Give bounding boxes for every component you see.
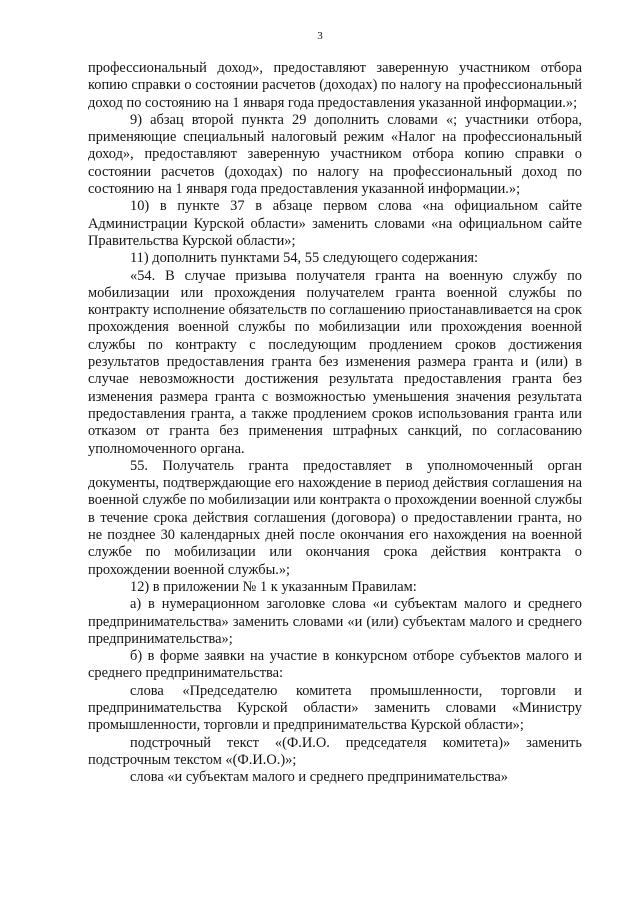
paragraph-item-10: 10) в пункте 37 в абзаце первом слова «на официальном сайте Администрации Курской области» заменить словами «на официальном сайте Правительства Курской области»;	[88, 198, 582, 249]
paragraph-item-12: 12) в приложении № 1 к указанным Правилам:	[130, 578, 417, 595]
paragraph-words-subjects: слова «и субъектам малого и среднего предпринимательства»	[130, 769, 508, 786]
paragraph-point-55: 55. Получатель гранта предоставляет в уполномоченный орган документы, подтверждающие его нахождение в период действия соглашения на военной службе по мобилизации или контракта о прохождении военной службы в течение срока действия соглашения (договора) о предоставлении гранта, но не позднее 30 календарных дней после окончания его нахождения на военной службе по мобилизации или окончания срока действия контракта о прохождении военной службы.»;	[88, 457, 582, 578]
page-number: 3	[317, 30, 323, 42]
paragraph-subitem-a: а) в нумерационном заголовке слова «и субъектам малого и среднего предпринимательства» заменить словами «и (или) субъектам малого и среднего предпринимательства»;	[88, 596, 582, 647]
paragraph-point-54: «54. В случае призыва получателя гранта на военную службу по мобилизации или прохождения получателем гранта военной службы по контракту исполнение обязательств по соглашению приостанавливается на срок прохождения военной службы по мобилизации или прохождения военной службы по контракту с последующим продлением сроков достижения результатов предоставления гранта без изменения размера гранта и (или) в случае невозможности достижения результата предоставления гранта без изменения размера гранта с возможностью уменьшения значения результата предоставления гранта, а также продлением сроков использования гранта или отказом от гранта без применения штрафных санкций, по согласованию уполномоченного органа.	[88, 267, 582, 457]
paragraph-words-chairman: слова «Председателю комитета промышленности, торговли и предпринимательства Курской области» заменить словами «Министру промышленности, торговли и предпринимательства Курской области»;	[88, 682, 582, 734]
paragraph-continuation: профессиональный доход», предоставляют заверенную участником отбора копию справки о состоянии расчетов (доходах) по налогу на профессиональный доход по состоянию на 1 января года предоставления указанной информации.»;	[88, 60, 582, 111]
paragraph-item-11: 11) дополнить пунктами 54, 55 следующего содержания:	[130, 250, 478, 267]
paragraph-item-9: 9) абзац второй пункта 29 дополнить словами «; участники отбора, применяющие специальный налоговый режим «Налог на профессиональный доход», предоставляют заверенную участником отбора копию справки о состоянии расчетов (доходах) по налогу на профессиональный доход по состоянию на 1 января года предоставления указанной информации.»;	[88, 111, 582, 198]
paragraph-subitem-b: б) в форме заявки на участие в конкурсном отборе субъектов малого и среднего предпринимательства:	[88, 648, 582, 682]
document-body	[88, 60, 582, 786]
paragraph-subscript-text: подстрочный текст «(Ф.И.О. председателя комитета)» заменить подстрочным текстом «(Ф.И.О.)»;	[88, 734, 582, 768]
